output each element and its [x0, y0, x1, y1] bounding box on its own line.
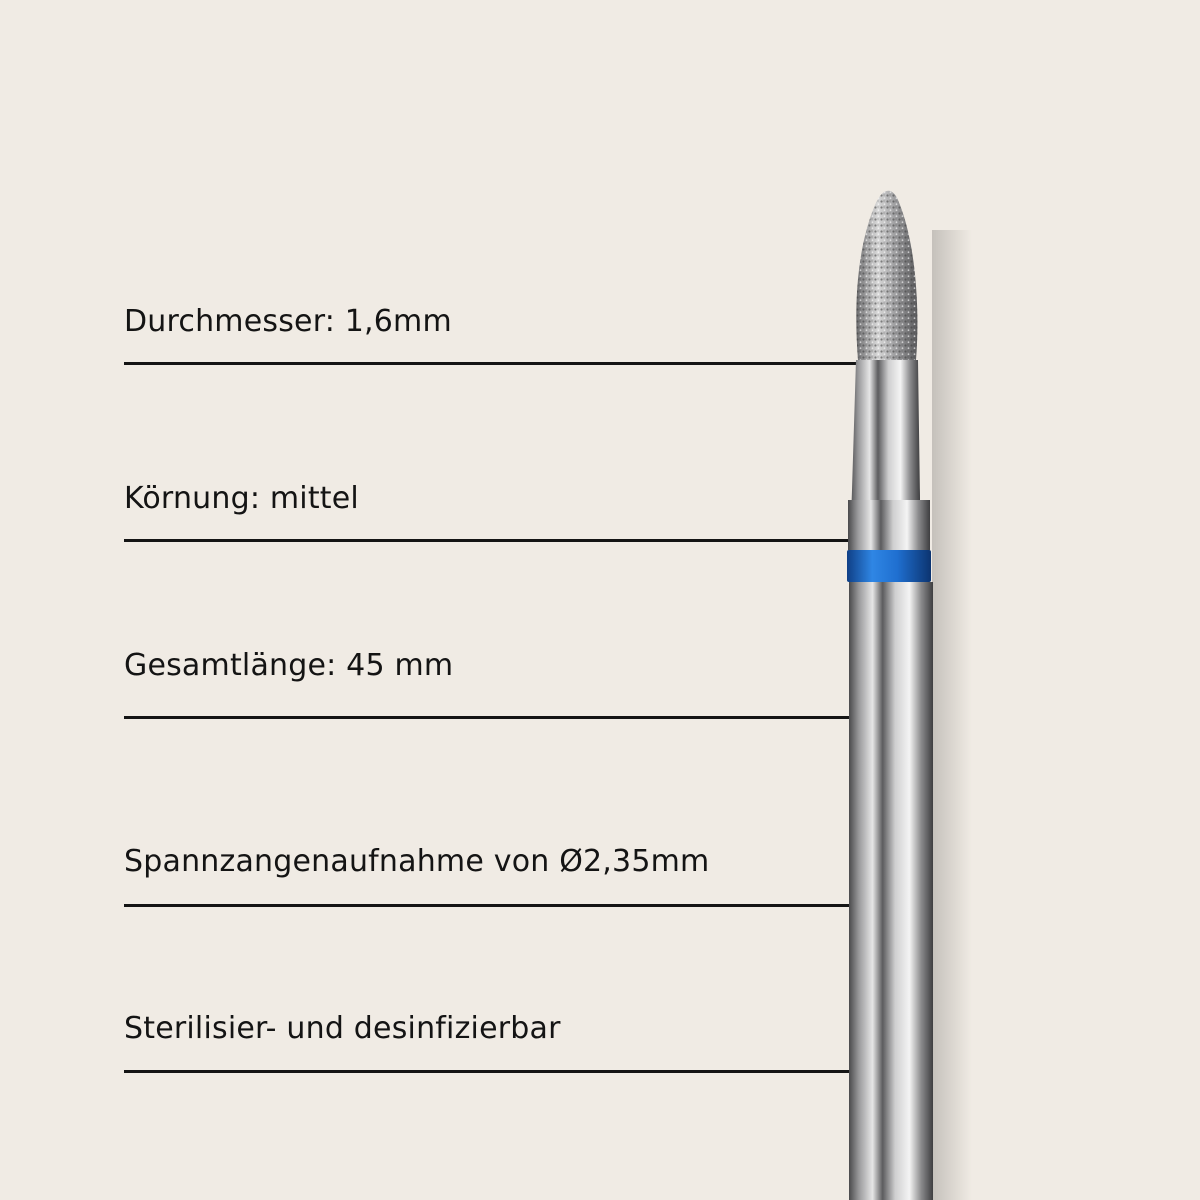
spec-sterilizable: Sterilisier- und desinfizierbar [124, 1011, 561, 1046]
spec-diameter: Durchmesser: 1,6mm [124, 304, 452, 339]
spec-divider-line [124, 904, 853, 907]
spec-divider-line [124, 362, 859, 365]
spec-grit: Körnung: mittel [124, 481, 359, 516]
spec-divider-line [124, 1070, 855, 1073]
spec-total-length: Gesamtlänge: 45 mm [124, 648, 454, 683]
diamond-nail-drill-bit-image [820, 170, 1000, 1200]
spec-divider-line [124, 539, 851, 542]
spec-divider-line [124, 716, 851, 719]
spec-shank: Spannzangenaufnahme von Ø2,35mm [124, 844, 710, 879]
